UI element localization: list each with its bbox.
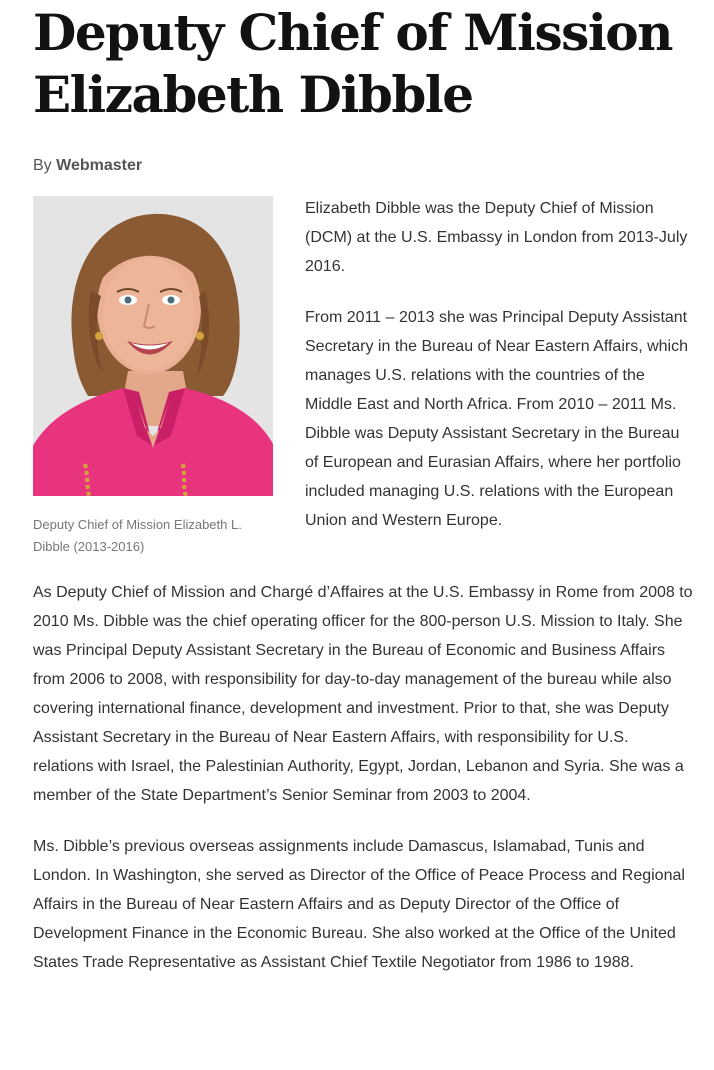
- intro-text: [305, 194, 693, 557]
- byline: [33, 156, 693, 176]
- paragraph-1: Elizabeth Dibble was the Deputy Chief of Mission (DCM) at the U.S. Embassy in London from 2013-July 2016.: [305, 200, 688, 275]
- title-line-1: Deputy Chief of Mission: [33, 3, 673, 62]
- photo-caption: Deputy Chief of Mission Elizabeth L. Dibble (2013-2016): [33, 517, 242, 554]
- portrait-photo: [33, 196, 273, 496]
- body-text: [33, 578, 693, 977]
- author-link[interactable]: Webmaster: [56, 157, 143, 174]
- byline-prefix: By: [33, 157, 52, 174]
- title-line-2: Elizabeth Dibble: [33, 65, 473, 124]
- paragraph-3: As Deputy Chief of Mission and Chargé d’Affaires at the U.S. Embassy in Rome from 2008 to 2010 Ms. Dibble was the chief operating officer for the 800-person U.S. Mission to Italy. She was Principal Deputy Assistant Secretary in the Bureau of Economic and Business Affairs from 2006 to 2008, with responsibility for day-to-day management of the bureau while also covering international finance, development and investment. Prior to that, she was Deputy Assistant Secretary in the Bureau of Near Eastern Affairs, with responsibility for U.S. relations with Israel, the Palestinian Authority, Egypt, Jordan, Lebanon and Syria. She was a member of the State Department’s Senior Seminar from 2003 to 2004.: [33, 584, 693, 804]
- photo-figure: [33, 196, 273, 558]
- page-title: [33, 0, 693, 126]
- intro-section: [33, 194, 693, 566]
- paragraph-4: Ms. Dibble’s previous overseas assignments include Damascus, Islamabad, Tunis and London. In Washington, she served as Director of the Office of Peace Process and Regional Affairs in the Bureau of Near Eastern Affairs and as Deputy Director of the Office of Development Finance in the Economic Bureau. She also worked at the Office of the United States Trade Representative as Assistant Chief Textile Negotiator from 1986 to 1988.: [33, 838, 685, 971]
- paragraph-2: From 2011 – 2013 she was Principal Deputy Assistant Secretary in the Bureau of Near Eastern Affairs, which manages U.S. relations with the countries of the Middle East and North Africa. From 2010 – 2011 Ms. Dibble was Deputy Assistant Secretary in the Bureau of European and Eurasian Affairs, where her portfolio included managing U.S. relations with the European Union and Western Europe.: [305, 309, 689, 529]
- article: [33, 0, 693, 999]
